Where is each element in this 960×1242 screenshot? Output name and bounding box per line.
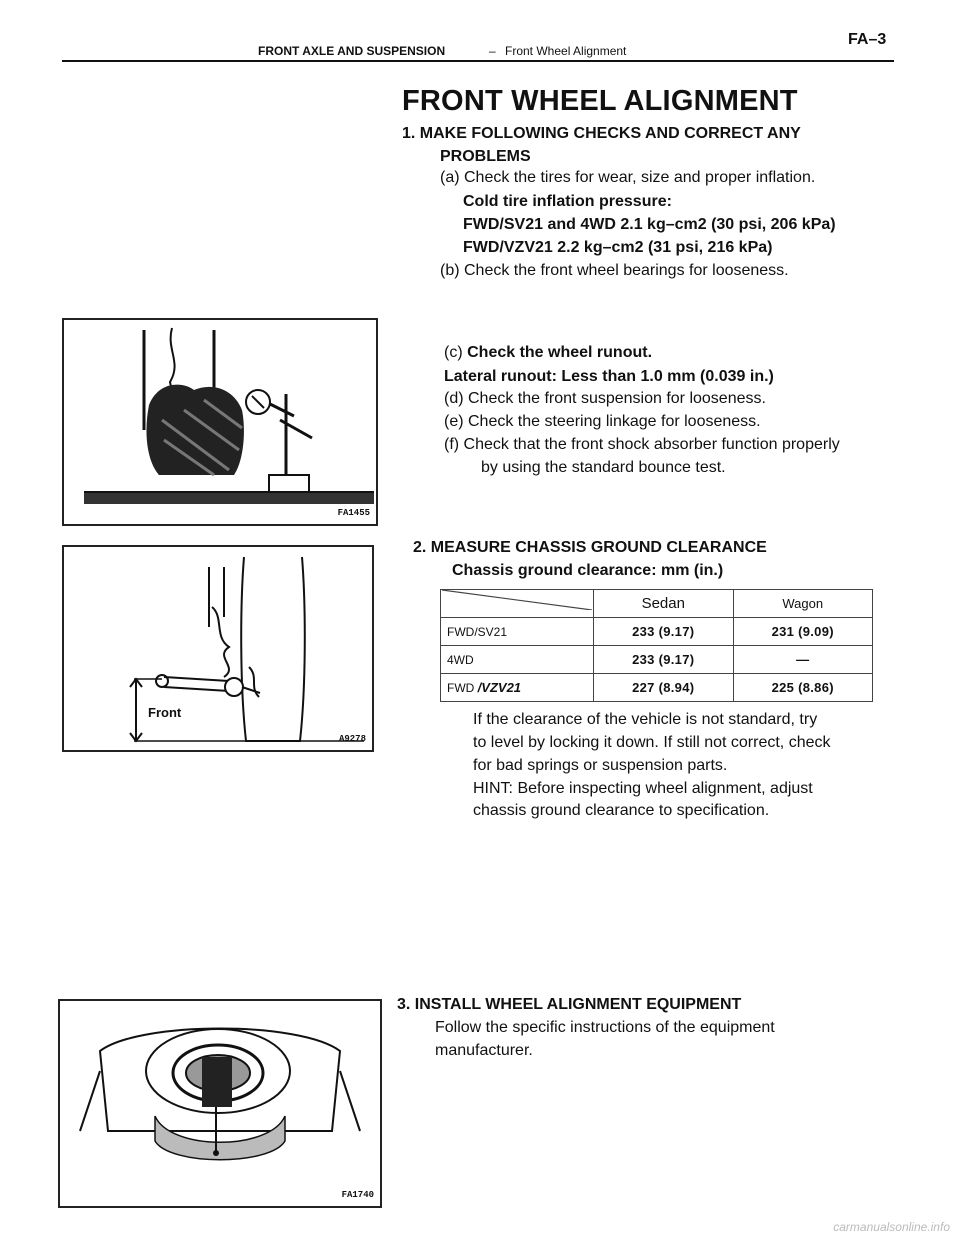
figure-wheel-runout bbox=[62, 318, 378, 526]
step2-hint-line1: HINT: Before inspecting wheel alignment, adjust bbox=[473, 780, 813, 797]
table-corner-cell bbox=[441, 590, 594, 618]
alignment-equipment-illustration bbox=[60, 1001, 380, 1206]
step1-heading-line1: 1. MAKE FOLLOWING CHECKS AND CORRECT ANY bbox=[402, 125, 801, 142]
table-row bbox=[441, 618, 873, 646]
ground-clearance-illustration bbox=[64, 547, 372, 750]
step2-paragraph-line2: to level by locking it down. If still not correct, check bbox=[473, 734, 831, 751]
step2-paragraph-line3: for bad springs or suspension parts. bbox=[473, 757, 728, 774]
table-header-row bbox=[441, 590, 873, 618]
row-label: 4WD bbox=[441, 646, 594, 674]
tire-pressure-spec-1: FWD/SV21 and 4WD 2.1 kg–cm2 (30 psi, 206 kPa) bbox=[463, 216, 836, 233]
cell-wagon: 231 (9.09) bbox=[733, 618, 873, 646]
step2-heading: 2. MEASURE CHASSIS GROUND CLEARANCE bbox=[413, 539, 767, 556]
item-c-prefix: (c) bbox=[444, 344, 468, 361]
step3-paragraph-line1: Follow the specific instructions of the equipment bbox=[435, 1019, 775, 1036]
step2-hint-line2: chassis ground clearance to specification. bbox=[473, 802, 770, 819]
step1-item-f-line1: (f) Check that the front shock absorber function properly bbox=[444, 436, 840, 453]
ground-clearance-table bbox=[440, 589, 873, 702]
lateral-runout-spec: Lateral runout: Less than 1.0 mm (0.039 in.) bbox=[444, 368, 774, 385]
row-label: FWD/SV21 bbox=[441, 618, 594, 646]
cell-sedan: 233 (9.17) bbox=[594, 646, 734, 674]
step1-item-b: (b) Check the front wheel bearings for looseness. bbox=[440, 262, 789, 279]
step1-item-a: (a) Check the tires for wear, size and proper inflation. bbox=[440, 169, 816, 186]
cell-wagon: — bbox=[733, 646, 873, 674]
column-header-sedan: Sedan bbox=[594, 590, 734, 618]
page-title: FRONT WHEEL ALIGNMENT bbox=[402, 85, 798, 117]
figure-code-2: A9278 bbox=[338, 734, 366, 744]
header-separator: – bbox=[489, 44, 496, 58]
step3-paragraph-line2: manufacturer. bbox=[435, 1042, 533, 1059]
step2-paragraph-line1: If the clearance of the vehicle is not standard, try bbox=[473, 711, 818, 728]
step1-heading-line2: PROBLEMS bbox=[440, 148, 531, 165]
cell-sedan: 227 (8.94) bbox=[594, 674, 734, 702]
cell-sedan: 233 (9.17) bbox=[594, 618, 734, 646]
tire-pressure-spec-2: FWD/VZV21 2.2 kg–cm2 (31 psi, 216 kPa) bbox=[463, 239, 773, 256]
figure-code-1: FA1455 bbox=[337, 508, 370, 518]
cell-wagon: 225 (8.86) bbox=[733, 674, 873, 702]
row-label-part-a: FWD bbox=[447, 681, 475, 695]
figure-ground-clearance bbox=[62, 545, 374, 752]
site-watermark: carmanualsonline.info bbox=[833, 1220, 950, 1234]
wheel-runout-illustration bbox=[64, 320, 376, 524]
header-rule bbox=[62, 60, 894, 62]
tire-pressure-label: Cold tire inflation pressure: bbox=[463, 193, 672, 210]
row-label bbox=[441, 674, 594, 702]
figure-alignment-equipment bbox=[58, 999, 382, 1208]
page-number: FA–3 bbox=[848, 31, 887, 48]
step1-item-e: (e) Check the steering linkage for looseness. bbox=[444, 413, 761, 430]
step1-item-f-line2: by using the standard bounce test. bbox=[481, 459, 726, 476]
item-c-text: Check the wheel runout. bbox=[467, 344, 653, 361]
table-row bbox=[441, 674, 873, 702]
figure-front-label: Front bbox=[148, 705, 182, 720]
step1-item-d: (d) Check the front suspension for looseness. bbox=[444, 390, 766, 407]
row-label-part-b: /VZV21 bbox=[477, 680, 522, 695]
header-subsection-title: Front Wheel Alignment bbox=[505, 44, 627, 58]
step3-heading: 3. INSTALL WHEEL ALIGNMENT EQUIPMENT bbox=[397, 996, 742, 1013]
step1-item-c bbox=[444, 343, 652, 363]
column-header-wagon: Wagon bbox=[733, 590, 873, 618]
figure-code-3: FA1740 bbox=[341, 1190, 374, 1200]
table-row bbox=[441, 646, 873, 674]
clearance-table-caption: Chassis ground clearance: mm (in.) bbox=[452, 562, 724, 579]
header-section-title: FRONT AXLE AND SUSPENSION bbox=[258, 44, 446, 58]
